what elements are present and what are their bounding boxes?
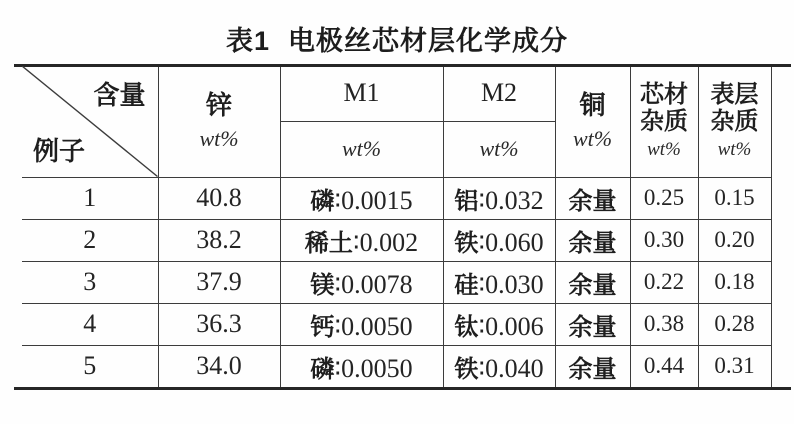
data-table bbox=[22, 66, 772, 387]
bottom-rule bbox=[14, 387, 791, 390]
col-header-m2: M2 bbox=[443, 66, 555, 121]
cell-m1: 稀土∶0.002 bbox=[280, 219, 443, 261]
cell-example: 5 bbox=[22, 345, 158, 387]
table-title-text: 电极丝芯材层化学成分 bbox=[288, 26, 569, 56]
composition-table bbox=[22, 66, 771, 388]
cell-surface-impurity: 0.28 bbox=[698, 303, 771, 345]
cell-core-impurity: 0.44 bbox=[630, 345, 698, 387]
col-header-copper bbox=[555, 66, 630, 177]
cell-m1: 磷∶0.0050 bbox=[280, 345, 443, 387]
cell-example: 4 bbox=[22, 303, 158, 345]
col-header-zinc-unit: wt% bbox=[199, 125, 239, 151]
cell-surface-impurity: 0.18 bbox=[698, 261, 771, 303]
cell-copper: 余量 bbox=[555, 177, 630, 219]
cell-surface-impurity: 0.15 bbox=[698, 177, 771, 219]
cell-zinc: 37.9 bbox=[158, 261, 280, 303]
header-row-1 bbox=[22, 66, 771, 121]
cell-example: 3 bbox=[22, 261, 158, 303]
cell-m2: 铁∶0.040 bbox=[443, 345, 555, 387]
col-header-core-impurity-line1: 芯材 bbox=[640, 80, 688, 108]
corner-label-content: 含量 bbox=[93, 80, 146, 110]
table-row bbox=[22, 261, 771, 303]
cell-core-impurity: 0.22 bbox=[630, 261, 698, 303]
col-header-copper-unit: wt% bbox=[572, 125, 613, 151]
cell-copper: 余量 bbox=[555, 261, 630, 303]
cell-m1: 磷∶0.0015 bbox=[280, 177, 443, 219]
col-header-core-impurity-unit: wt% bbox=[647, 138, 681, 160]
col-header-surface-impurity-line1: 表层 bbox=[710, 80, 759, 108]
col-header-surface-impurity-line2: 杂质 bbox=[710, 107, 759, 135]
cell-copper: 余量 bbox=[555, 303, 630, 345]
table-row bbox=[22, 345, 771, 387]
cell-surface-impurity: 0.20 bbox=[698, 219, 771, 261]
cell-core-impurity: 0.25 bbox=[630, 177, 698, 219]
cell-m1: 钙∶0.0050 bbox=[280, 303, 443, 345]
cell-surface-impurity: 0.31 bbox=[698, 345, 771, 387]
cell-example: 2 bbox=[22, 219, 158, 261]
cell-zinc: 40.8 bbox=[158, 177, 280, 219]
table-title bbox=[0, 19, 794, 58]
col-header-m1: M1 bbox=[280, 66, 443, 121]
cell-zinc: 38.2 bbox=[158, 219, 280, 261]
cell-m2: 钛∶0.006 bbox=[443, 303, 555, 345]
cell-copper: 余量 bbox=[555, 219, 630, 261]
cell-core-impurity: 0.38 bbox=[630, 303, 698, 345]
col-header-zinc bbox=[158, 66, 280, 177]
table-row bbox=[22, 303, 771, 345]
cell-example: 1 bbox=[22, 177, 158, 219]
table-number: 表1 bbox=[225, 26, 271, 56]
col-header-core-impurity bbox=[630, 66, 698, 177]
table-row bbox=[22, 219, 771, 261]
col-header-core-impurity-line2: 杂质 bbox=[640, 107, 688, 135]
cell-m1: 镁∶0.0078 bbox=[280, 261, 443, 303]
cell-zinc: 34.0 bbox=[158, 345, 280, 387]
table-row bbox=[22, 177, 771, 219]
cell-copper: 余量 bbox=[555, 345, 630, 387]
header-corner-cell bbox=[22, 66, 158, 177]
cell-zinc: 36.3 bbox=[158, 303, 280, 345]
col-header-zinc-label: 锌 bbox=[205, 89, 232, 120]
cell-core-impurity: 0.30 bbox=[630, 219, 698, 261]
col-header-m2-unit: wt% bbox=[443, 121, 555, 177]
corner-label-example: 例子 bbox=[33, 135, 86, 166]
col-header-surface-impurity-unit: wt% bbox=[717, 138, 752, 160]
cell-m2: 硅∶0.030 bbox=[443, 261, 555, 303]
col-header-m1-unit: wt% bbox=[280, 121, 443, 177]
col-header-copper-label: 铜 bbox=[579, 89, 606, 120]
cell-m2: 铝∶0.032 bbox=[443, 177, 555, 219]
cell-m2: 铁∶0.060 bbox=[443, 219, 555, 261]
col-header-surface-impurity bbox=[698, 66, 771, 177]
